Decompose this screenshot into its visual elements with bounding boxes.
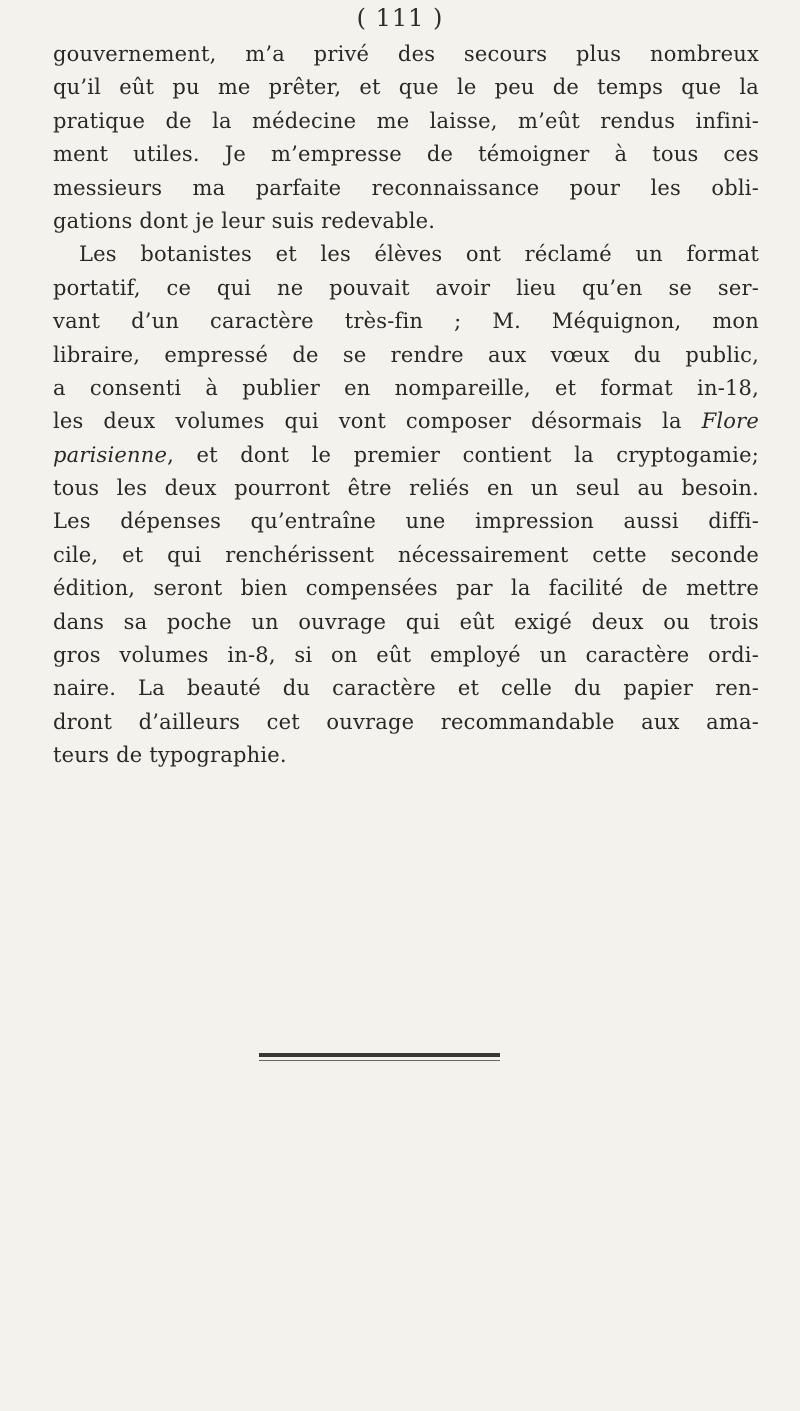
body-text [53, 38, 759, 773]
section-divider-rule [259, 1053, 500, 1057]
text-line: dront d’ailleurs cet ouvrage recommandable aux ama- [53, 709, 759, 734]
text-line: gations dont je leur suis redevable. [53, 208, 436, 233]
text-segment: les deux volumes qui vont composer désormais la [53, 409, 682, 434]
text-line: qu’il eût pu me prêter, et que le peu de temps que la [53, 75, 759, 100]
text-segment: , et dont le premier contient la cryptogamie; [167, 442, 759, 467]
text-line [53, 405, 759, 438]
text-line: libraire, empressé de se rendre aux vœux du public, [53, 342, 759, 367]
text-line: portatif, ce qui ne pouvait avoir lieu qu’en se ser- [53, 275, 759, 300]
text-line: messieurs ma parfaite reconnaissance pour les obli- [53, 175, 759, 200]
text-line: tous les deux pourront être reliés en un seul au besoin. [53, 476, 759, 501]
text-line [53, 439, 759, 472]
text-line: teurs de typographie. [53, 743, 287, 768]
italic-title-word: Flore [701, 409, 759, 434]
italic-title-word: parisienne [53, 442, 168, 467]
text-line: Les dépenses qu’entraîne une impression aussi diffi- [53, 509, 759, 534]
text-line: ment utiles. Je m’empresse de témoigner à tous ces [53, 142, 759, 167]
page-number: ( 111 ) [356, 4, 444, 32]
text-line: gouvernement, m’a privé des secours plus nombreux [53, 42, 759, 66]
text-line: gros volumes in-8, si on eût employé un caractère ordi- [53, 643, 759, 668]
text-line: vant d’un caractère très-fin ; M. Méquignon, mon [53, 309, 759, 334]
section-divider-rule-thin [259, 1060, 500, 1061]
text-line: Les botanistes et les élèves ont réclamé un format [79, 242, 759, 267]
text-line: dans sa poche un ouvrage qui eût exigé deux ou trois [53, 609, 759, 634]
text-line: pratique de la médecine me laisse, m’eût rendus infini- [53, 108, 759, 133]
text-line: cile, et qui renchérissent nécessairement cette seconde [53, 542, 759, 567]
text-line: naire. La beauté du caractère et celle du papier ren- [53, 676, 759, 701]
text-line: a consenti à publier en nompareille, et format in-18, [53, 375, 759, 400]
text-line: édition, seront bien compensées par la facilité de mettre [53, 576, 759, 601]
